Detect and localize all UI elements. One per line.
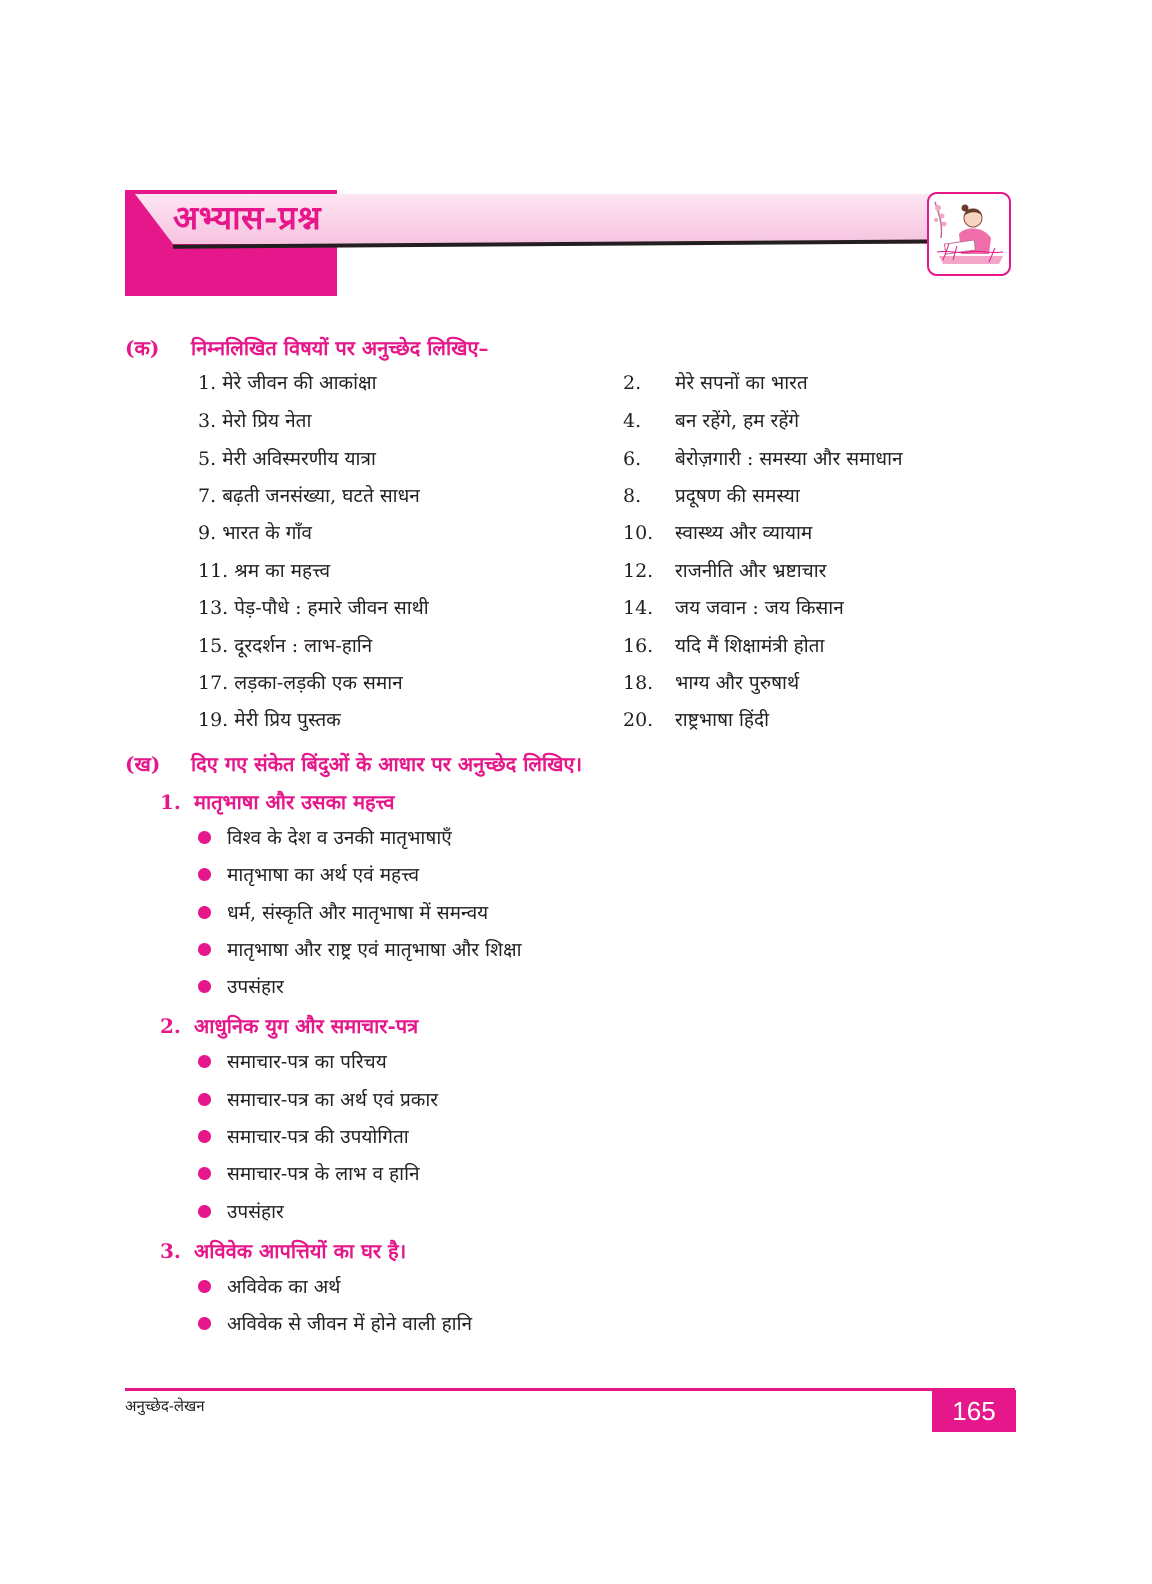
bullet-point [198, 974, 284, 1000]
item-number: 16. [623, 635, 654, 657]
bullet-point [198, 825, 452, 851]
item-text: जय जवान : जय किसान [675, 597, 844, 619]
footer-divider [125, 1388, 1015, 1391]
item-text: मेरी अविस्मरणीय यात्रा [222, 448, 376, 470]
list-item [198, 633, 372, 659]
bullet-text: विश्व के देश व उनकी मातृभाषाएँ [227, 827, 452, 849]
list-item [198, 408, 311, 434]
list-item [198, 520, 312, 546]
page-number: 165 [932, 1390, 1016, 1432]
sub-topic-number: 1. [160, 790, 181, 814]
item-number: 2. [623, 372, 642, 394]
page-title: अभ्यास-प्रश्न [173, 198, 322, 237]
section-b-marker: (ख) [125, 752, 161, 776]
item-text: राजनीति और भ्रष्टाचार [675, 560, 827, 582]
item-text: मेरी प्रिय पुस्तक [234, 709, 341, 731]
item-number: 15. [198, 635, 229, 657]
item-number: 20. [623, 709, 654, 731]
item-text: बेरोज़गारी : समस्या और समाधान [675, 448, 903, 470]
item-text: श्रम का महत्त्व [234, 560, 331, 582]
list-item [623, 520, 812, 546]
bullet-text: अविवेक का अर्थ [227, 1276, 341, 1298]
sub-topic-heading [160, 1237, 406, 1264]
chapter-name: अनुच्छेद-लेखन [125, 1397, 205, 1415]
sub-topic-number: 3. [160, 1239, 181, 1263]
item-number: 18. [623, 672, 654, 694]
list-item [198, 370, 377, 396]
bullet-text: समाचार-पत्र की उपयोगिता [227, 1126, 409, 1148]
bullet-icon [198, 1167, 211, 1180]
bullet-text: उपसंहार [227, 1201, 284, 1223]
list-item [623, 408, 799, 434]
bullet-icon [198, 980, 211, 993]
bullet-icon [198, 906, 211, 919]
list-item [623, 595, 844, 621]
bullet-icon [198, 1093, 211, 1106]
sub-topic-title: मातृभाषा और उसका महत्त्व [194, 790, 395, 814]
bullet-icon [198, 1317, 211, 1330]
item-number: 4. [623, 410, 642, 432]
bullet-point [198, 1274, 340, 1300]
exercise-banner [125, 190, 1015, 298]
item-number: 11. [198, 560, 229, 582]
section-a-marker: (क) [125, 336, 160, 360]
item-text: पेड़-पौधे : हमारे जीवन साथी [234, 597, 429, 619]
list-item [623, 633, 824, 659]
item-number: 5. [198, 448, 217, 470]
list-item [623, 483, 800, 509]
item-text: बढ़ती जनसंख्या, घटते साधन [222, 485, 420, 507]
item-number: 3. [198, 410, 217, 432]
bullet-point [198, 1161, 420, 1187]
girl-writing-icon [927, 192, 1011, 276]
bullet-text: अविवेक से जीवन में होने वाली हानि [227, 1313, 473, 1335]
bullet-icon [198, 868, 211, 881]
item-number: 6. [623, 448, 642, 470]
list-item [623, 446, 903, 472]
list-item [623, 670, 799, 696]
bullet-icon [198, 1280, 211, 1293]
bullet-point [198, 1199, 284, 1225]
section-b-heading [125, 750, 582, 777]
sub-topic-heading [160, 1012, 418, 1039]
section-a-title: निम्नलिखित विषयों पर अनुच्छेद लिखिए– [191, 336, 489, 360]
bullet-point [198, 862, 419, 888]
item-text: राष्ट्रभाषा हिंदी [675, 709, 770, 731]
item-text: यदि मैं शिक्षामंत्री होता [675, 635, 825, 657]
item-number: 19. [198, 709, 229, 731]
bullet-icon [198, 943, 211, 956]
bullet-icon [198, 1130, 211, 1143]
bullet-point [198, 1049, 387, 1075]
section-b-title: दिए गए संकेत बिंदुओं के आधार पर अनुच्छेद लिखिए। [191, 752, 583, 776]
item-number: 1. [198, 372, 217, 394]
item-number: 12. [623, 560, 654, 582]
item-text: मेरे सपनों का भारत [675, 372, 808, 394]
item-text: लड़का-लड़की एक समान [234, 672, 403, 694]
bullet-point [198, 900, 488, 926]
list-item [198, 595, 429, 621]
item-number: 17. [198, 672, 229, 694]
item-number: 14. [623, 597, 654, 619]
item-text: स्वास्थ्य और व्यायाम [675, 522, 813, 544]
item-text: भारत के गाँव [222, 522, 312, 544]
list-item [623, 370, 808, 396]
sub-topic-heading [160, 788, 395, 815]
sub-topic-title: अविवेक आपत्तियों का घर है। [194, 1239, 407, 1263]
bullet-icon [198, 1205, 211, 1218]
item-text: प्रदूषण की समस्या [675, 485, 800, 507]
bullet-point [198, 1124, 409, 1150]
list-item [198, 483, 420, 509]
bullet-text: धर्म, संस्कृति और मातृभाषा में समन्वय [227, 902, 489, 924]
sub-topic-number: 2. [160, 1014, 181, 1038]
bullet-point [198, 1087, 438, 1113]
item-number: 10. [623, 522, 654, 544]
item-text: बन रहेंगे, हम रहेंगे [675, 410, 800, 432]
item-text: मेरो प्रिय नेता [222, 410, 312, 432]
item-number: 7. [198, 485, 217, 507]
item-text: दूरदर्शन : लाभ-हानि [234, 635, 373, 657]
bullet-text: समाचार-पत्र का परिचय [227, 1051, 387, 1073]
bullet-text: समाचार-पत्र के लाभ व हानि [227, 1163, 420, 1185]
bullet-text: समाचार-पत्र का अर्थ एवं प्रकार [227, 1089, 439, 1111]
item-text: भाग्य और पुरुषार्थ [675, 672, 800, 694]
list-item [198, 558, 330, 584]
list-item [623, 707, 769, 733]
bullet-icon [198, 1055, 211, 1068]
item-number: 8. [623, 485, 642, 507]
list-item [623, 558, 826, 584]
bullet-point [198, 1311, 472, 1337]
sub-topic-title: आधुनिक युग और समाचार-पत्र [194, 1014, 419, 1038]
bullet-text: मातृभाषा का अर्थ एवं महत्त्व [227, 864, 420, 886]
item-number: 9. [198, 522, 217, 544]
bullet-icon [198, 831, 211, 844]
bullet-point [198, 937, 522, 963]
section-a-heading [125, 334, 489, 361]
item-number: 13. [198, 597, 229, 619]
item-text: मेरे जीवन की आकांक्षा [222, 372, 377, 394]
list-item [198, 670, 403, 696]
bullet-text: मातृभाषा और राष्ट्र एवं मातृभाषा और शिक्षा [227, 939, 522, 961]
list-item [198, 707, 341, 733]
list-item [198, 446, 376, 472]
bullet-text: उपसंहार [227, 976, 284, 998]
